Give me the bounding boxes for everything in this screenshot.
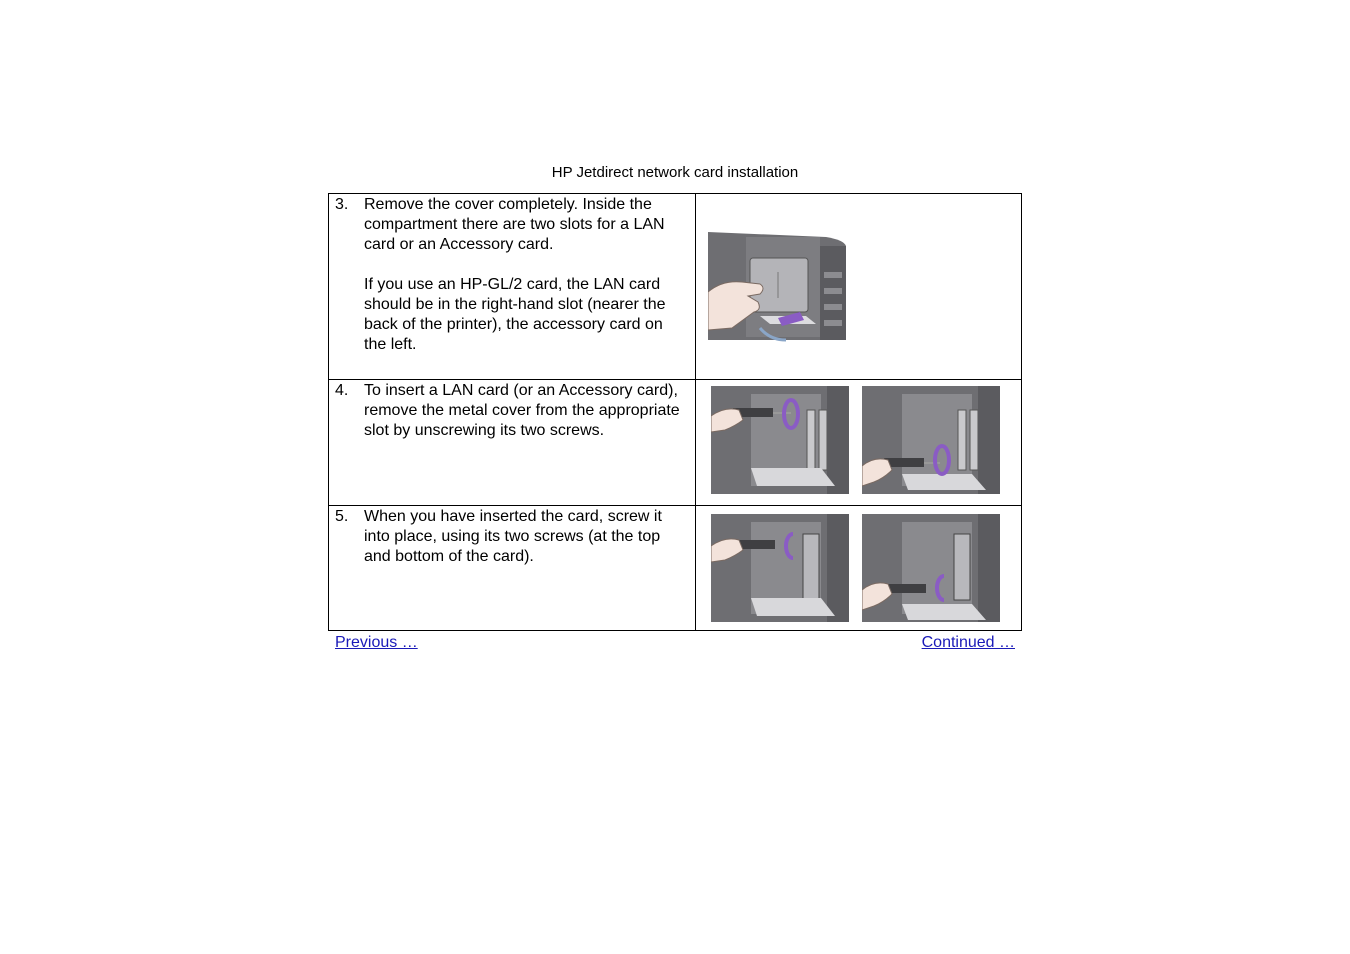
step-number: 4.: [335, 382, 349, 399]
step-5-text-cell: [329, 506, 696, 631]
step-3-paragraph-1: Remove the cover completely. Inside the compartment there are two slots for a LAN card or an Accessory card.: [364, 196, 665, 253]
screw-bottom-illustration: [862, 514, 1000, 622]
table-row: [329, 506, 1022, 631]
unscrew-top-illustration: [711, 386, 849, 494]
step-3-image-cell: [696, 194, 1022, 380]
step-4-paragraph-1: To insert a LAN card (or an Accessory card), remove the metal cover from the appropriate slot by unscrewing its two screws.: [364, 382, 680, 439]
remove-cover-illustration: [708, 232, 848, 342]
step-3-text-cell: [329, 194, 696, 380]
unscrew-bottom-illustration: [862, 386, 1000, 494]
continued-link[interactable]: Continued …: [921, 634, 1015, 651]
step-number: 5.: [335, 508, 349, 525]
steps-table: [328, 193, 1022, 631]
step-number: 3.: [335, 196, 349, 213]
step-4-image-cell: [696, 380, 1022, 506]
table-row: [329, 380, 1022, 506]
step-3-paragraph-2: If you use an HP-GL/2 card, the LAN card should be in the right-hand slot (nearer the back of the printer), the accessory card on the left.: [364, 276, 666, 353]
step-5-image-cell: [696, 506, 1022, 631]
page-title: HP Jetdirect network card installation: [551, 164, 799, 181]
step-4-text-cell: [329, 380, 696, 506]
step-5-paragraph-1: When you have inserted the card, screw it into place, using its two screws (at the top and bottom of the card).: [364, 508, 662, 565]
screw-top-illustration: [711, 514, 849, 622]
table-row: [329, 194, 1022, 380]
previous-link[interactable]: Previous …: [335, 634, 418, 651]
